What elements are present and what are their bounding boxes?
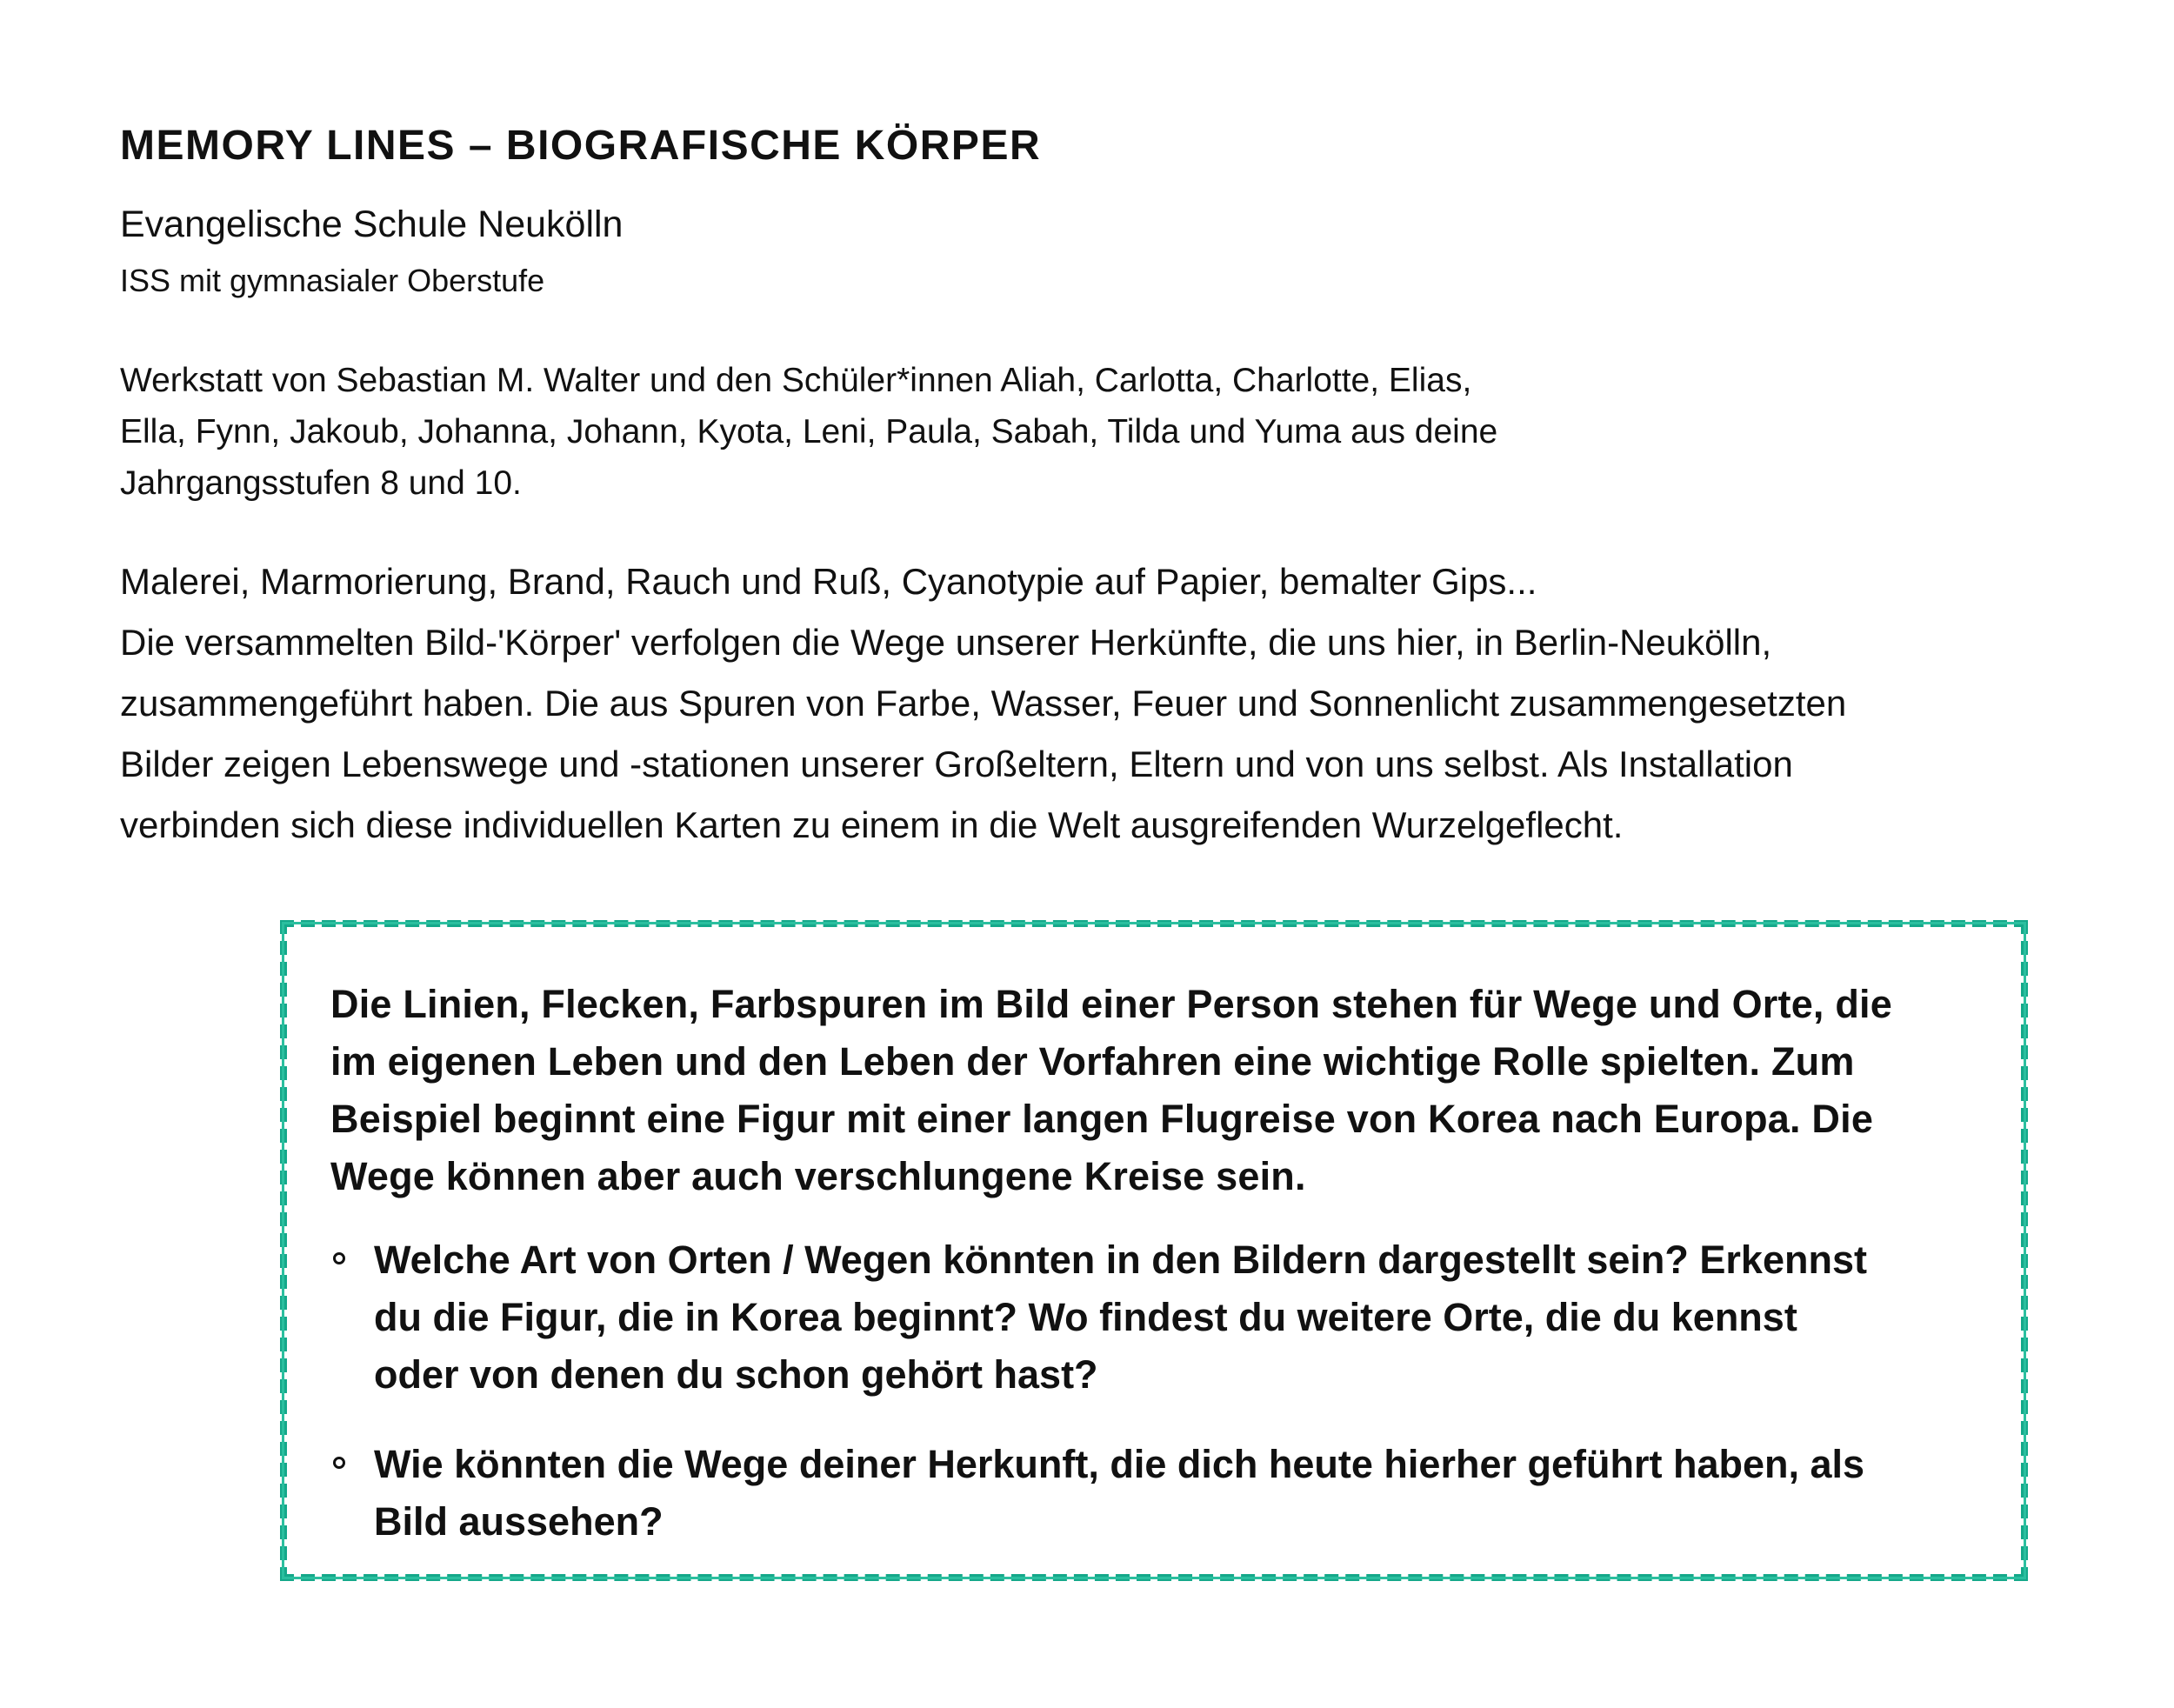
task-intro-line: im eigenen Leben und den Leben der Vorfahren eine wichtige Rolle spielten. Zum: [330, 1039, 1855, 1084]
task-box: [280, 920, 2028, 1581]
question-item: [330, 1436, 1864, 1551]
task-intro-line: Wege können aber auch verschlungene Kreise sein.: [330, 1154, 1306, 1198]
question-line: Welche Art von Orten / Wegen könnten in den Bildern dargestellt sein? Erkennst: [374, 1238, 1867, 1282]
workshop-line: Jahrgangsstufen 8 und 10.: [120, 464, 522, 502]
question-item: [330, 1231, 1867, 1404]
question-line: Wie könnten die Wege deiner Herkunft, die dich heute hierher geführt haben, als: [374, 1442, 1865, 1486]
task-intro-line: Beispiel beginnt eine Figur mit einer langen Flugreise von Korea nach Europa. Die: [330, 1097, 1874, 1141]
bullet-circle-icon: [333, 1457, 345, 1469]
school-name: Evangelische Schule Neukölln: [120, 203, 624, 245]
task-intro: [330, 976, 1892, 1205]
workshop-line: Werkstatt von Sebastian M. Walter und den Schüler*innen Aliah, Carlotta, Charlotte, Elias,: [120, 362, 1472, 399]
project-description: [120, 551, 2085, 856]
description-line: zusammengeführt haben. Die aus Spuren von Farbe, Wasser, Feuer und Sonnenlicht zusammengesetzten: [120, 683, 1847, 724]
description-line: Malerei, Marmorierung, Brand, Rauch und Ruß, Cyanotypie auf Papier, bemalter Gips...: [120, 561, 1537, 602]
question-line: Bild aussehen?: [374, 1499, 664, 1544]
task-intro-line: Die Linien, Flecken, Farbspuren im Bild einer Person stehen für Wege und Orte, die: [330, 982, 1892, 1026]
school-type: ISS mit gymnasialer Oberstufe: [120, 263, 545, 298]
description-line: Bilder zeigen Lebenswege und -stationen unserer Großeltern, Eltern und von uns selbst. Als Installation: [120, 744, 1793, 784]
question-line: oder von denen du schon gehört hast?: [374, 1352, 1098, 1397]
page-title: MEMORY LINES – BIOGRAFISCHE KÖRPER: [120, 123, 1042, 169]
question-line: du die Figur, die in Korea beginnt? Wo findest du weitere Orte, die du kennst: [374, 1295, 1797, 1339]
workshop-credits: [120, 355, 1685, 509]
description-line: verbinden sich diese individuellen Karten zu einem in die Welt ausgreifenden Wurzelgeflecht.: [120, 804, 1624, 845]
description-line: Die versammelten Bild-'Körper' verfolgen die Wege unserer Herkünfte, die uns hier, in Berlin-Neukölln,: [120, 622, 1772, 663]
workshop-line: Ella, Fynn, Jakoub, Johanna, Johann, Kyota, Leni, Paula, Sabah, Tilda und Yuma aus deine: [120, 413, 1498, 450]
bullet-circle-icon: [333, 1252, 345, 1264]
